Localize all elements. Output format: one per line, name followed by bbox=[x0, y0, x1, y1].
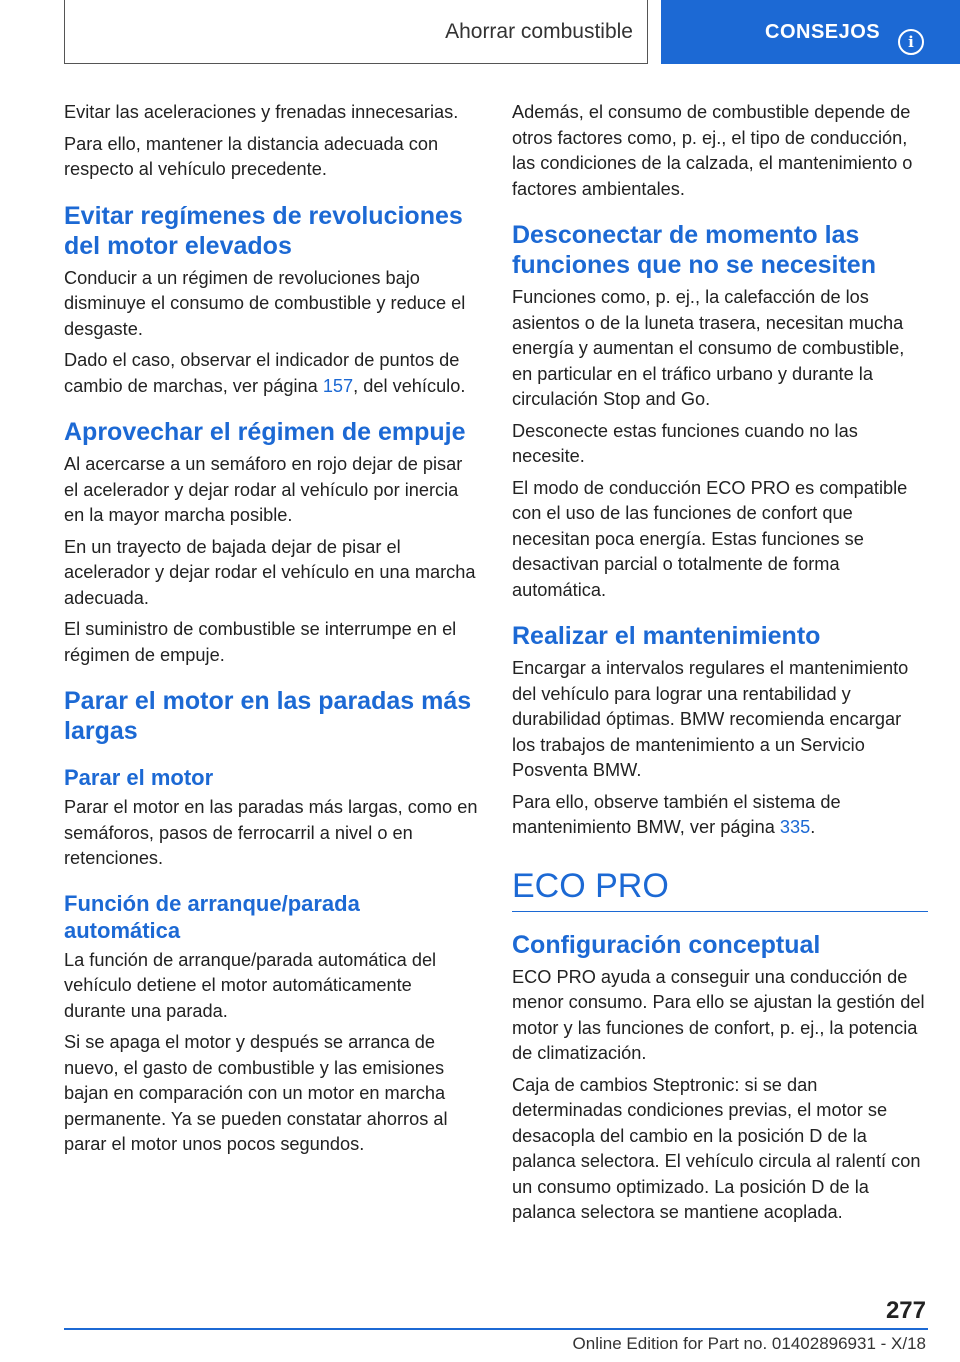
paragraph: En un trayecto de bajada dejar de pisar el acelerador y dejar rodar el vehículo en una marcha adecuada. bbox=[64, 536, 476, 608]
page-link-157[interactable]: 157 bbox=[322, 375, 354, 396]
footer-edition: Online Edition for Part no. 01402896931 - X/18 bbox=[572, 1334, 926, 1353]
paragraph: Al acercarse a un semáforo en rojo dejar de pisar el acelerador y dejar rodar al vehículo por inercia en la mayor marcha posible. bbox=[64, 454, 463, 525]
footer-divider bbox=[64, 1328, 928, 1330]
paragraph: Para ello, mantener la distancia adecuada con respecto al vehículo precedente. bbox=[64, 133, 439, 179]
paragraph: Caja de cambios Steptronic: si se dan determinadas condiciones previas, el motor se desacopla del cambio en la posición D de la palanca selectora. El vehículo circula al ralentí con un consumo optimizado. La posición D de la palanca selectora se mantiene acoplada. bbox=[512, 1074, 921, 1222]
heading-revoluciones: Evitar regímenes de revoluciones del motor elevados bbox=[64, 201, 463, 260]
header-section-title bbox=[64, 0, 648, 64]
page-link-335[interactable]: 335 bbox=[779, 817, 811, 837]
text: , del vehículo. bbox=[353, 375, 466, 396]
right-column bbox=[512, 100, 928, 1232]
paragraph: La función de arranque/parada automática del vehículo detiene el motor automáticamente durante una parada. bbox=[64, 949, 437, 1021]
paragraph: Desconecte estas funciones cuando no las necesite. bbox=[512, 420, 858, 466]
paragraph bbox=[64, 348, 478, 399]
paragraph: Parar el motor en las paradas más largas, como en semáforos, pasos de ferrocarril a nivel o en retenciones. bbox=[64, 797, 478, 868]
heading-configuracion: Configuración conceptual bbox=[512, 930, 821, 959]
text: Dado el caso, observar el indicador de puntos de cambio de marchas, ver página bbox=[64, 350, 460, 396]
paragraph: Si se apaga el motor y después se arranca de nuevo, el gasto de combustible y las emisiones bajan en comparación con un motor en marcha permanente. Ya se pueden constatar ahorros al parar el motor unos pocos segundos. bbox=[64, 1032, 448, 1154]
header-tab-label: CONSEJOS bbox=[765, 20, 881, 43]
paragraph: Conducir a un régimen de revoluciones bajo disminuye el consumo de combustible y reduce el desgaste. bbox=[64, 267, 466, 339]
left-column bbox=[64, 100, 478, 1164]
paragraph: Evitar las aceleraciones y frenadas innecesarias. bbox=[64, 102, 459, 122]
paragraph: El modo de conducción ECO PRO es compatible con el uso de las funciones de confort que necesitan poca energía. Estas funciones se desactivan parcial o totalmente de forma automática. bbox=[512, 477, 908, 600]
subheading-parar-motor: Parar el motor bbox=[64, 765, 214, 790]
page-number: 277 bbox=[885, 1297, 926, 1324]
paragraph bbox=[512, 790, 928, 841]
heading-empuje: Aprovechar el régimen de empuje bbox=[64, 418, 466, 446]
heading-parar-motor: Parar el motor en las paradas más largas bbox=[64, 687, 472, 745]
paragraph: Encargar a intervalos regulares el mantenimiento del vehículo para lograr una rentabilidad y durabilidad óptimas. BMW recomienda encargar los trabajos de mantenimiento a un Servicio Posventa BMW. bbox=[512, 658, 909, 780]
paragraph: Además, el consumo de combustible depende de otros factores como, p. ej., el tipo de conducción, las condiciones de la calzada, el mantenimiento o factores ambientales. bbox=[512, 102, 913, 199]
heading-eco-pro: ECO PRO bbox=[512, 865, 928, 912]
subheading-arranque-parada: Función de arranque/parada automática bbox=[64, 890, 360, 943]
text: . bbox=[810, 817, 816, 837]
text: Para ello, observe también el sistema de mantenimiento BMW, ver página bbox=[512, 791, 841, 837]
paragraph: ECO PRO ayuda a conseguir una conducción de menor consumo. Para ello se ajustan la gestión del motor y las funciones de confort, p. ej., la potencia de climatización. bbox=[512, 966, 925, 1063]
header-section-label: Ahorrar combustible bbox=[445, 19, 633, 43]
paragraph: Funciones como, p. ej., la calefacción de los asientos o de la luneta trasera, necesitan mucha energía y aumentan el consumo de combustible, en particular en el tráfico urbano y durante la circulación Stop and Go. bbox=[512, 287, 905, 409]
heading-desconectar: Desconectar de momento las funciones que no se necesiten bbox=[512, 221, 876, 279]
heading-mantenimiento: Realizar el mantenimiento bbox=[512, 622, 821, 650]
info-icon[interactable]: i bbox=[898, 29, 924, 55]
paragraph: El suministro de combustible se interrumpe en el régimen de empuje. bbox=[64, 619, 457, 665]
